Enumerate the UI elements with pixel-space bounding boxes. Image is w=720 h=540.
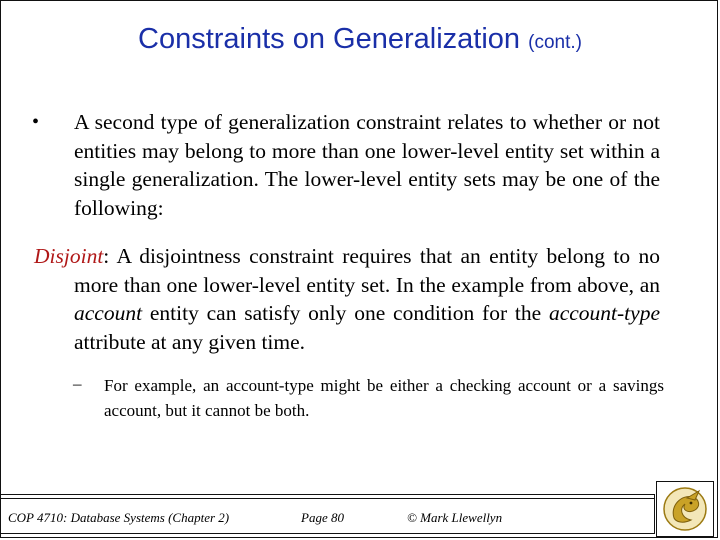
bullet-text: A second type of generalization constraint relates to whether or not entities may belong to more than one lower-level entity set within a single generalization. The lower-level entity sets may be one of the following: — [74, 110, 660, 220]
footer-course: COP 4710: Database Systems (Chapter 2) — [8, 510, 230, 525]
title-main: Constraints on Generalization — [138, 23, 521, 55]
title-sub: (cont.) — [528, 32, 582, 53]
sub-bullet-text: For example, an account-type might be either a checking account or a savings account, but it cannot be both. — [104, 376, 664, 420]
footer-page-number: Page 80 — [301, 510, 344, 525]
disjoint-text-1: A disjointness constraint requires that an entity belong to no more than one lower-level entity set. In the example from above, an — [74, 244, 660, 297]
sub-bullet-marker: – — [73, 374, 82, 393]
disjoint-label: Disjoint — [34, 244, 104, 268]
account-term: account — [74, 301, 143, 326]
slide-title — [1, 23, 718, 56]
disjoint-text-3: attribute at any given time. — [74, 329, 306, 354]
footer-copyright: © Mark Llewellyn — [407, 510, 503, 525]
footer-bar — [1, 494, 655, 534]
account-type-term: account-type — [548, 301, 660, 326]
logo-box — [656, 481, 714, 537]
disjoint-colon: : — [103, 244, 110, 268]
footer-rule — [1, 498, 654, 499]
disjoint-paragraph — [34, 242, 660, 356]
ucf-pegasus-logo-icon — [657, 482, 713, 536]
disjoint-text-2: entity can satisfy only one condition for the — [142, 301, 549, 326]
bullet-marker: • — [32, 111, 40, 133]
